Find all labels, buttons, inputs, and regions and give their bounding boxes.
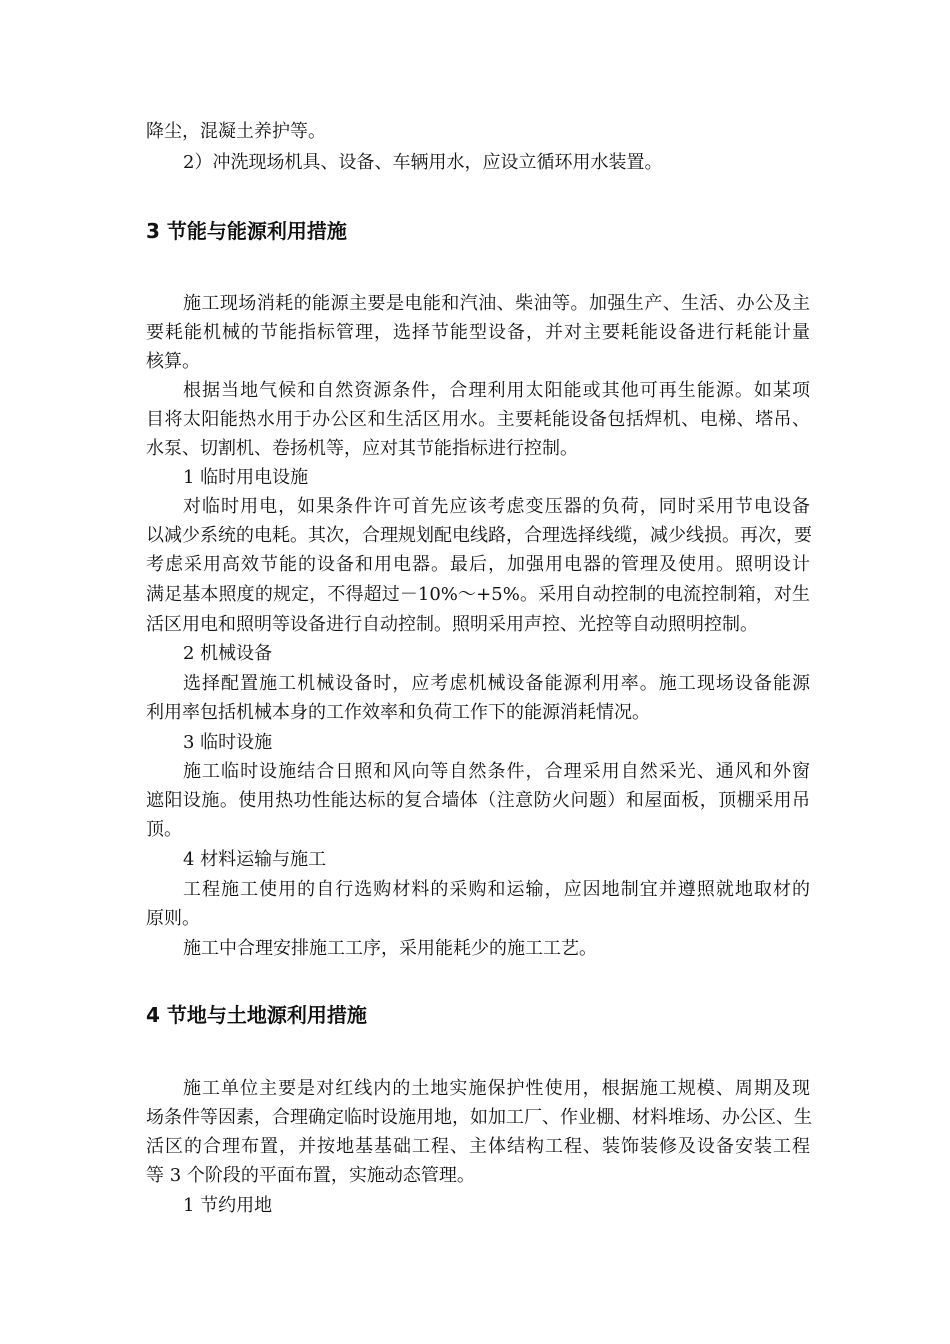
subsection-title: 1 节约用地 [183, 1195, 273, 1216]
section-heading-4: 4 节地与土地源利用措施 [146, 1003, 367, 1027]
text-line: 满足基本照度的规定，不得超过－10%～+5%。采用自动控制的电流控制箱，对生 [146, 584, 810, 605]
subsection-title: 4 材料运输与施工 [183, 849, 327, 870]
text-line: 选择配置施工机械设备时，应考虑机械设备能源利用率。施工现场设备能源 [183, 673, 810, 694]
text-line: 降尘，混凝土养护等。 [146, 121, 326, 142]
text-line: 顶。 [146, 819, 182, 840]
text-line: 活区的合理布置，并按地基基础工程、主体结构工程、装饰装修及设备安装工程 [146, 1136, 810, 1157]
text-line: 场条件等因素，合理确定临时设施用地，如加工厂、作业棚、材料堆场、办公区、生 [146, 1107, 812, 1128]
subsection-title: 3 临时设施 [183, 732, 273, 753]
text-line: 活区用电和照明等设备进行自动控制。照明采用声控、光控等自动照明控制。 [146, 614, 758, 635]
text-line: 施工现场消耗的能源主要是电能和汽油、柴油等。加强生产、生活、办公及主 [183, 293, 810, 314]
text-line: 以减少系统的电耗。其次，合理规划配电线路，合理选择线缆，减少线损。再次，要 [146, 525, 812, 546]
text-line: 施工单位主要是对红线内的土地实施保护性使用，根据施工规模、周期及现 [183, 1078, 810, 1099]
text-line: 对临时用电，如果条件许可首先应该考虑变压器的负荷，同时采用节电设备 [183, 496, 810, 517]
subsection-title: 1 临时用电设施 [183, 467, 309, 488]
text-line: 根据当地气候和自然资源条件，合理利用太阳能或其他可再生能源。如某项 [183, 380, 810, 401]
text-line: 利用率包括机械本身的工作效率和负荷工作下的能源消耗情况。 [146, 702, 650, 723]
text-line: 施工中合理安排施工工序，采用能耗少的施工工艺。 [183, 938, 597, 959]
text-line: 2）冲洗现场机具、设备、车辆用水，应设立循环用水装置。 [183, 152, 663, 173]
text-line: 原则。 [146, 908, 200, 929]
text-line: 考虑采用高效节能的设备和用电器。最后，加强用电器的管理及使用。照明设计 [146, 554, 810, 575]
text-line: 施工临时设施结合日照和风向等自然条件，合理采用自然采光、通风和外窗 [183, 761, 810, 782]
subsection-title: 2 机械设备 [183, 643, 273, 664]
text-line: 核算。 [146, 351, 200, 372]
text-line: 等 3 个阶段的平面布置，实施动态管理。 [146, 1165, 475, 1186]
text-line: 遮阳设施。使用热功性能达标的复合墙体（注意防火问题）和屋面板，顶棚采用吊 [146, 790, 810, 811]
section-heading-3: 3 节能与能源利用措施 [146, 219, 347, 243]
text-line: 目将太阳能热水用于办公区和生活区用水。主要耗能设备包括焊机、电梯、塔吊、 [146, 409, 810, 430]
text-line: 水泵、切割机、卷扬机等，应对其节能指标进行控制。 [146, 438, 578, 459]
text-line: 要耗能机械的节能指标管理，选择节能型设备，并对主要耗能设备进行耗能计量 [146, 322, 810, 343]
text-line: 工程施工使用的自行选购材料的采购和运输，应因地制宜并遵照就地取材的 [183, 879, 810, 900]
